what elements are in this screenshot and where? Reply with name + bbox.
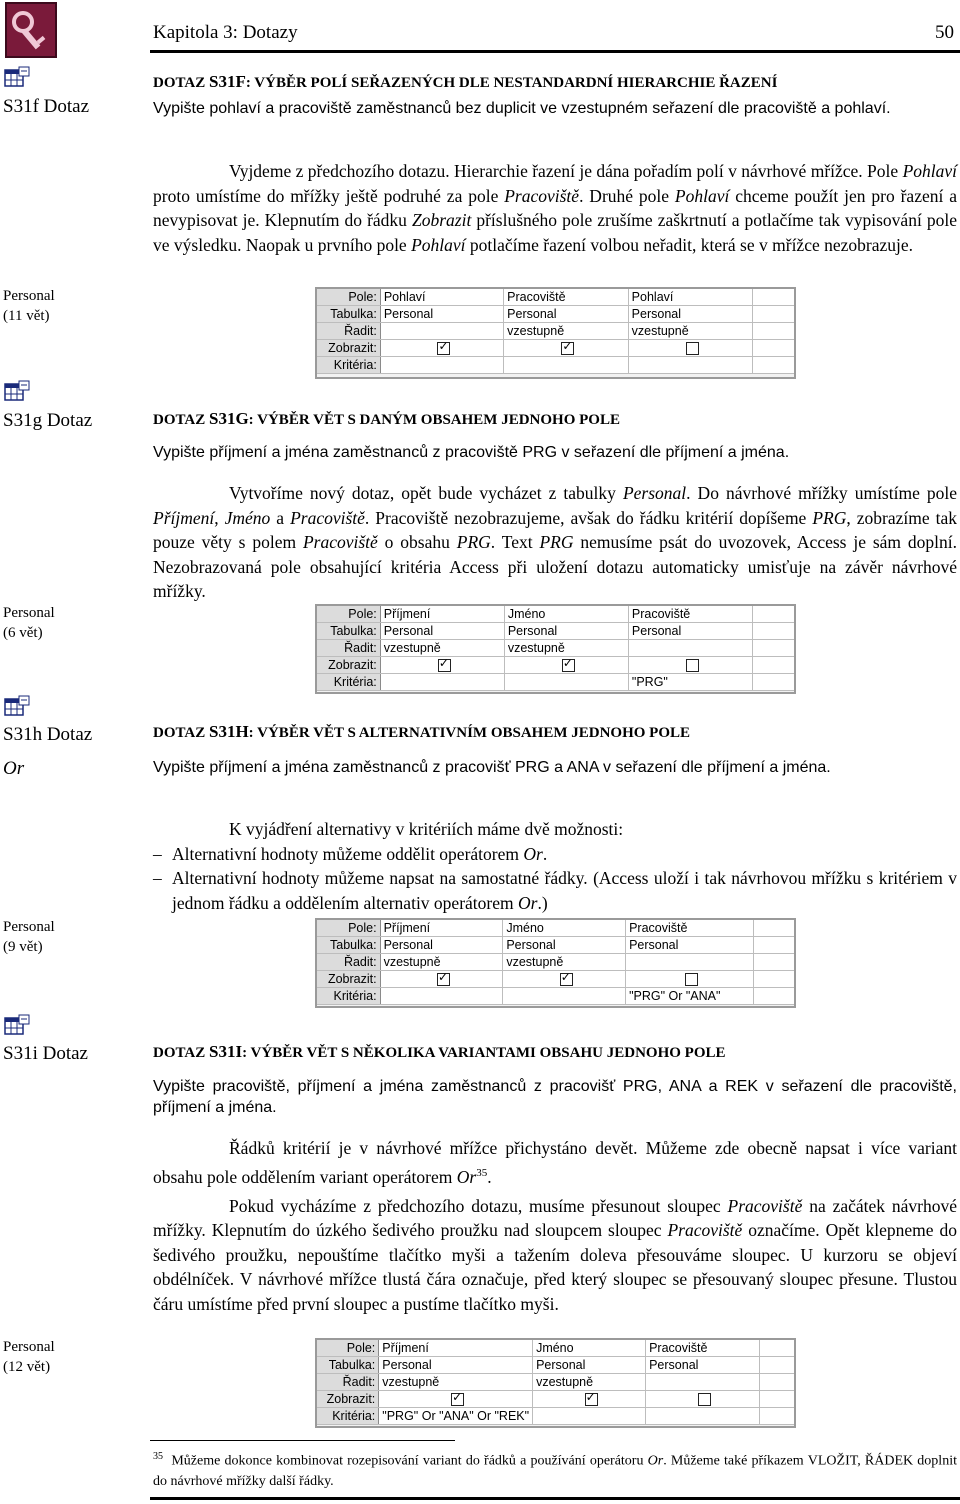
source-table: Personal <box>3 919 55 935</box>
explanation-paragraph: Vyjdeme z předchozího dotazu. Hierarchie řazení je dána pořadím polí v návrhové mřížce. Pole Pohlaví proto umístíme do mřížky ještě podruhé za pole Pracoviště. Druhé pole Pohlaví chceme použít jen pro řazení a nevypisovat je. Klepnutím do řádku Zobrazit příslušného pole zrušíme zaškrtnutí a potlačíme tak vypisování pole ve výsledku. Naopak u prvního pole Pohlaví potlačíme řazení volbou neřadit, která se v mřížce nezobrazuje. <box>153 161 957 255</box>
access-key-logo <box>5 2 57 58</box>
list-item: – Alternativní hodnoty můžeme oddělit operátorem Or. <box>153 843 548 864</box>
show-checkbox[interactable] <box>686 342 699 355</box>
record-count: (11 vět) <box>3 308 50 324</box>
side-source <box>3 603 55 643</box>
query-icon <box>4 66 30 88</box>
query-icon <box>4 1014 30 1036</box>
section-heading: DOTAZ S31F: VÝBĚR POLÍ SEŘAZENÝCH DLE NESTANDARDNÍ HIERARCHIE ŘAZENÍ <box>153 72 778 91</box>
task-text: Vypište příjmení a jména zaměstnanců z pracovišť PRG a ANA v seřazení dle příjmení a jména. <box>153 759 831 776</box>
record-count: (12 vět) <box>3 1359 51 1375</box>
side-query-title: S31i Dotaz <box>3 1043 88 1064</box>
show-checkbox[interactable] <box>686 659 699 672</box>
explanation-paragraph: K vyjádření alternativy v kritériích máme dvě možnosti: – Alternativní hodnoty můžeme oddělit operátorem Or. – Alternativní hodnoty můžeme napsat na samostatné řádky. (Access uloží i tak návrhovou mřížku s kritériem v jednom řádku a oddělením alternativ operátorem Or.) <box>153 817 957 915</box>
show-checkbox[interactable] <box>438 659 451 672</box>
side-source <box>3 917 55 957</box>
source-table: Personal <box>3 288 55 304</box>
task-text: Vypište pohlaví a pracoviště zaměstnanců bez duplicit ve vzestupném seřazení dle pracoviště a pohlaví. <box>153 100 891 117</box>
side-query-title: S31g Dotaz <box>3 410 93 431</box>
show-checkbox[interactable] <box>561 342 574 355</box>
section-heading: DOTAZ S31H: VÝBĚR VĚT S ALTERNATIVNÍM OBSAHEM JEDNOHO POLE <box>153 722 691 741</box>
side-keyword: Or <box>3 758 25 779</box>
show-checkbox[interactable] <box>585 1393 598 1406</box>
side-source <box>3 286 55 326</box>
side-query-title: S31h Dotaz <box>3 724 93 745</box>
task-text: Vypište příjmení a jména zaměstnanců z pracoviště PRG v seřazení dle příjmení a jména. <box>153 444 790 461</box>
query-design-grid[interactable]: Pole: Příjmení Jméno Pracoviště Tabulka: Personal Personal Personal Řadit: vzestupně vzestupně Zobrazit: ✓ ✓ Kritéria: "PRG" Or "ANA" Or "REK" <box>315 1338 796 1428</box>
explanation-paragraph: Vytvoříme nový dotaz, opět bude vycházet z tabulky Personal. Do návrhové mřížky umístíme pole Příjmení, Jméno a Pracoviště. Pracoviště nezobrazujeme, avšak do řádku kritérií dopíšeme PRG, zobrazíme tak pouze věty s polem Pracoviště o obsahu PRG. Text PRG nemusíme psát do uvozovek, Access je sám doplní. Nezobrazovaná pole obsahující kritéria Access při uložení dotazu automaticky umisťuje na závěr návrhové mřížky. <box>153 483 958 601</box>
footnote: $^{35}$ Můžeme dokonce kombinovat rozepisování variant do řádků a používání operátoru Or. Můžeme také příkazem VLOŽIT, ŘÁDEK doplnit do návrhové mřížky další řádky. <box>153 1451 957 1489</box>
show-checkbox[interactable] <box>698 1393 711 1406</box>
show-checkbox[interactable] <box>437 342 450 355</box>
side-source <box>3 1337 55 1377</box>
explanation-paragraph: Řádků kritérií je v návrhové mřížce přichystáno devět. Můžeme zde obecně napsat i více variant obsahu pole oddělením variant operátorem Or$^{35}$. Pokud vycházíme z předchozího dotazu, musíme přesunout sloupec Pracoviště na začátek návrhové mřížky. Klepnutím do úzkého šedivého proužku nad sloupcem sloupec Pracoviště označíme. Opět klepneme do šedivého proužku, nepouštíme tlačítko myši a tažením doleva přesouváme sloupec. U kurzoru se objeví obdélníček. V návrhové mřížce tlustá čára označuje, před který sloupec se přesouvaný sloupec přesune. Tlustou čáru umístíme před první sloupec a pustíme tlačítko myši. <box>153 1138 957 1314</box>
show-checkbox[interactable] <box>451 1393 464 1406</box>
show-checkbox[interactable] <box>685 973 698 986</box>
source-table: Personal <box>3 605 55 621</box>
record-count: (6 vět) <box>3 625 43 641</box>
show-checkbox[interactable] <box>562 659 575 672</box>
query-icon <box>4 380 30 402</box>
chapter-title: Kapitola 3: Dotazy <box>153 22 298 43</box>
query-design-grid[interactable]: Pole: Příjmení Jméno Pracoviště Tabulka: Personal Personal Personal Řadit: vzestupně vzestupně Zobrazit: ✓ ✓ Kritéria: "PRG" Or "ANA" <box>315 918 796 1008</box>
footnote-rule <box>150 1440 455 1441</box>
section-heading: DOTAZ S31G: VÝBĚR VĚT S DANÝM OBSAHEM JEDNOHO POLE <box>153 409 620 428</box>
show-checkbox[interactable] <box>437 973 450 986</box>
query-icon <box>4 695 30 717</box>
side-query-title: S31f Dotaz <box>3 96 90 117</box>
footer-rule <box>150 1497 960 1500</box>
source-table: Personal <box>3 1339 55 1355</box>
task-text: Vypište pracoviště, příjmení a jména zaměstnanců z pracovišť PRG, ANA a REK v seřazení dle pracoviště, příjmení a jména. <box>153 1078 957 1116</box>
query-design-grid[interactable]: Pole: Pohlaví Pracoviště Pohlaví Tabulka: Personal Personal Personal Řadit: vzestupně vzestupně Zobrazit: ✓ ✓ Kritéria: <box>315 287 796 379</box>
section-heading: DOTAZ S31I: VÝBĚR VĚT S NĚKOLIKA VARIANTAMI OBSAHU JEDNOHO POLE <box>153 1042 726 1061</box>
show-checkbox[interactable] <box>560 973 573 986</box>
page-number: 50 <box>935 22 954 43</box>
header-rule <box>150 50 960 53</box>
list-item: – Alternativní hodnoty můžeme napsat na samostatné řádky. (Access uloží i tak návrhovou mřížku s kritériem v jednom řádku a oddělením alternativ operátorem Or.) <box>153 868 957 913</box>
record-count: (9 vět) <box>3 939 43 955</box>
query-design-grid[interactable]: Pole: Příjmení Jméno Pracoviště Tabulka: Personal Personal Personal Řadit: vzestupně vzestupně Zobrazit: ✓ ✓ Kritéria: "PRG" <box>315 604 796 694</box>
